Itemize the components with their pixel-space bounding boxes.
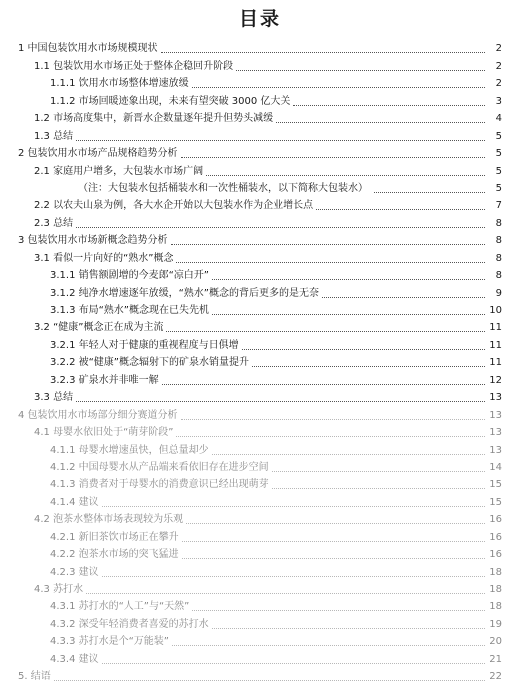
- toc-page-number: 5: [495, 182, 502, 194]
- toc-entry[interactable]: [18, 196, 502, 213]
- toc-entry-label: 3.2.2 被“健康”概念辐射下的矿泉水销量提升: [50, 357, 249, 369]
- toc-entry-label: 3.2.3 矿泉水并非唯一解: [50, 374, 159, 386]
- toc-page-number: 5: [495, 130, 502, 142]
- toc-dot-leader: [374, 192, 485, 193]
- toc-entry[interactable]: [18, 510, 502, 527]
- toc-page-number: 16: [489, 549, 502, 561]
- toc-dot-leader: [236, 70, 485, 71]
- toc-entry-label: 4.3.4 建议: [50, 653, 99, 665]
- toc-entry-label: 1.3 总结: [34, 130, 74, 142]
- toc-page-number: 13: [489, 409, 502, 421]
- toc-entry-label: 2.3 总结: [34, 217, 74, 229]
- toc-dot-leader: [212, 314, 485, 315]
- toc-dot-leader: [172, 645, 485, 646]
- toc-entry-label: 4.1 母婴水依旧处于“萌芽阶段”: [34, 427, 174, 439]
- toc-dot-leader: [76, 227, 485, 228]
- toc-dot-leader: [102, 506, 485, 507]
- toc-dot-leader: [293, 105, 485, 106]
- toc-entry-label: 1.1 包装饮用水市场正处于整体企稳回升阶段: [34, 60, 234, 72]
- toc-entry-label: 4.2.2 泡茶水市场的突飞猛进: [50, 549, 179, 561]
- toc-page-number: 7: [495, 200, 502, 212]
- toc-entry[interactable]: [18, 39, 502, 56]
- toc-entry[interactable]: [18, 440, 502, 457]
- toc-entry-label: 4.1.1 母婴水增速虽快，但总量却少: [50, 444, 209, 456]
- toc-entry-label: 4.1.3 消费者对于母婴水的消费意识已经出现萌芽: [50, 479, 269, 491]
- toc-page-number: 5: [495, 165, 502, 177]
- toc-entry[interactable]: [18, 144, 502, 161]
- toc-page-number: 8: [495, 217, 502, 229]
- toc-page-number: 12: [489, 374, 502, 386]
- toc-entry[interactable]: [18, 126, 502, 143]
- toc-entry-label: 4.1.2 中国母婴水从产品端来看依旧存在进步空间: [50, 461, 269, 473]
- toc-dot-leader: [171, 244, 485, 245]
- toc-dot-leader: [161, 52, 485, 53]
- toc-page-number: 5: [495, 148, 502, 160]
- toc-entry-label: 4.2 泡茶水整体市场表现较为乐观: [34, 514, 184, 526]
- toc-entry[interactable]: [18, 458, 502, 475]
- toc-entry[interactable]: [18, 213, 502, 230]
- toc-entry-label: 2.2 以农夫山泉为例，各大水企开始以大包装水作为企业增长点: [34, 200, 314, 212]
- toc-page-number: 15: [489, 479, 502, 491]
- toc-page-number: 8: [495, 252, 502, 264]
- toc-page-number: 8: [495, 235, 502, 247]
- toc-entry[interactable]: [18, 475, 502, 492]
- toc-page-number: 13: [489, 427, 502, 439]
- toc-page-number: 18: [489, 566, 502, 578]
- toc-page-number: 3: [495, 95, 502, 107]
- toc-entry-label: 3.2.1 年轻人对于健康的重视程度与日俱增: [50, 339, 239, 351]
- toc-entry-label: 4.3.2 深受年轻消费者喜爱的苏打水: [50, 618, 209, 630]
- toc-dot-leader: [182, 541, 485, 542]
- toc-dot-leader: [316, 209, 485, 210]
- toc-entry[interactable]: [18, 667, 502, 684]
- toc-entry[interactable]: [18, 370, 502, 387]
- toc-entry-label: 2.1 家庭用户增多，大包装水市场广阔: [34, 165, 204, 177]
- toc-entry[interactable]: [18, 335, 502, 352]
- toc-entry-label: 4.2.1 新旧茶饮市场正在攀升: [50, 531, 179, 543]
- toc-entry-label: 4.1.4 建议: [50, 496, 99, 508]
- toc-entry-label: 5. 结语: [18, 671, 51, 683]
- toc-dot-leader: [76, 140, 485, 141]
- toc-entry[interactable]: [18, 527, 502, 544]
- toc-entry[interactable]: [18, 283, 502, 300]
- toc-entry[interactable]: [18, 562, 502, 579]
- toc-entry-label: 1.1.2 市场回暖迹象出现，未来有望突破 3000 亿大关: [50, 95, 291, 107]
- toc-page-number: 8: [495, 270, 502, 282]
- toc-dot-leader: [176, 436, 485, 437]
- toc-note: [18, 179, 502, 196]
- toc-page-number: 11: [489, 322, 502, 334]
- toc-page-number: 11: [489, 339, 502, 351]
- toc-dot-leader: [176, 262, 485, 263]
- toc-dot-leader: [102, 663, 485, 664]
- toc-entry-label: 1 中国包装饮用水市场规模现状: [18, 43, 158, 55]
- toc-dot-leader: [192, 87, 485, 88]
- toc-entry[interactable]: [18, 318, 502, 335]
- toc-dot-leader: [181, 157, 485, 158]
- toc-dot-leader: [272, 471, 485, 472]
- toc-entry[interactable]: [18, 248, 502, 265]
- toc-page-number: 2: [495, 78, 502, 90]
- toc-dot-leader: [206, 175, 485, 176]
- toc-dot-leader: [276, 122, 485, 123]
- toc-dot-leader: [162, 384, 485, 385]
- toc-page-number: 18: [489, 601, 502, 613]
- toc-entry-label: 4.3.1 苏打水的“人工”与“天然”: [50, 601, 190, 613]
- toc-page-number: 13: [489, 444, 502, 456]
- toc-entry-label: 4.3 苏打水: [34, 584, 84, 595]
- toc-entry-label: 3 包装饮用水市场新概念趋势分析: [18, 235, 168, 247]
- toc-page-number: 2: [495, 43, 502, 55]
- toc-page-number: 20: [489, 636, 502, 648]
- toc-entry[interactable]: [18, 74, 502, 91]
- toc-dot-leader: [212, 454, 485, 455]
- toc-dot-leader: [192, 610, 485, 611]
- toc-page-number: 2: [495, 60, 502, 72]
- toc-entry[interactable]: [18, 580, 502, 597]
- toc-dot-leader: [86, 593, 485, 594]
- toc-entry[interactable]: [18, 353, 502, 370]
- toc-dot-leader: [102, 576, 485, 577]
- toc-entry[interactable]: [18, 231, 502, 248]
- toc-page-number: 19: [489, 618, 502, 630]
- toc-dot-leader: [322, 297, 485, 298]
- toc-page-number: 22: [489, 671, 502, 683]
- toc-page-number: 11: [489, 357, 502, 369]
- toc-entry[interactable]: [18, 614, 502, 631]
- toc-entry-label: 3.1.2 纯净水增速逐年放缓，“熟水”概念的背后更多的是无奈: [50, 287, 319, 299]
- toc-entry[interactable]: [18, 632, 502, 649]
- toc-title: 目录: [238, 8, 281, 30]
- toc-dot-leader: [182, 558, 485, 559]
- toc-dot-leader: [186, 523, 485, 524]
- toc-dot-leader: [166, 331, 485, 332]
- toc-entry-label: 1.1.1 饮用水市场整体增速放缓: [50, 78, 189, 90]
- toc-entry-label: 4.3.3 苏打水是个“万能装”: [50, 636, 169, 648]
- toc-list: [18, 39, 502, 684]
- toc-entry[interactable]: [18, 649, 502, 666]
- toc-entry[interactable]: [18, 91, 502, 108]
- toc-dot-leader: [212, 279, 485, 280]
- toc-page-number: 16: [489, 531, 502, 543]
- toc-entry[interactable]: [18, 405, 502, 422]
- toc-entry-label: 4 包装饮用水市场部分细分赛道分析: [18, 409, 178, 421]
- toc-dot-leader: [76, 401, 485, 402]
- toc-page-number: 16: [489, 514, 502, 526]
- toc-page-number: 21: [489, 653, 502, 665]
- toc-dot-leader: [212, 628, 485, 629]
- toc-page-number: 13: [489, 392, 502, 404]
- toc-dot-leader: [54, 680, 485, 681]
- toc-entry[interactable]: [18, 109, 502, 126]
- toc-page-number: 4: [495, 113, 502, 125]
- toc-entry-label: 3.2 “健康”概念正在成为主流: [34, 322, 164, 334]
- toc-entry[interactable]: [18, 545, 502, 562]
- toc-dot-leader: [242, 349, 485, 350]
- toc-page-number: 9: [495, 287, 502, 299]
- toc-entry-label: 3.3 总结: [34, 392, 74, 404]
- toc-dot-leader: [272, 488, 485, 489]
- toc-entry[interactable]: [18, 388, 502, 405]
- toc-entry[interactable]: [18, 301, 502, 318]
- toc-entry-label: 1.2 市场高度集中，新晋水企数量逐年提升但势头减缓: [34, 113, 274, 125]
- toc-entry-label: 3.1.3 布局“熟水”概念现在已失先机: [50, 305, 209, 316]
- toc-entry-label: 2 包装饮用水市场产品规格趋势分析: [18, 148, 178, 160]
- toc-dot-leader: [252, 366, 485, 367]
- toc-entry[interactable]: [18, 423, 502, 440]
- toc-page-number: 14: [489, 461, 502, 473]
- toc-entry-label: （注：大包装水包括桶装水和一次性桶装水，以下简称大包装水）: [78, 182, 368, 194]
- toc-dot-leader: [181, 419, 485, 420]
- toc-page-number: 18: [489, 584, 502, 595]
- toc-entry-label: 4.2.3 建议: [50, 566, 99, 578]
- toc-entry-label: 3.1.1 销售额剧增的今麦郎“凉白开”: [50, 270, 209, 282]
- toc-page-number: 10: [489, 305, 502, 316]
- toc-entry[interactable]: [18, 492, 502, 509]
- toc-entry-label: 3.1 看似一片向好的“熟水”概念: [34, 252, 174, 264]
- toc-entry[interactable]: [18, 597, 502, 614]
- toc-entry[interactable]: [18, 161, 502, 178]
- toc-entry[interactable]: [18, 56, 502, 73]
- toc-page-number: 15: [489, 496, 502, 508]
- toc-entry[interactable]: [18, 266, 502, 283]
